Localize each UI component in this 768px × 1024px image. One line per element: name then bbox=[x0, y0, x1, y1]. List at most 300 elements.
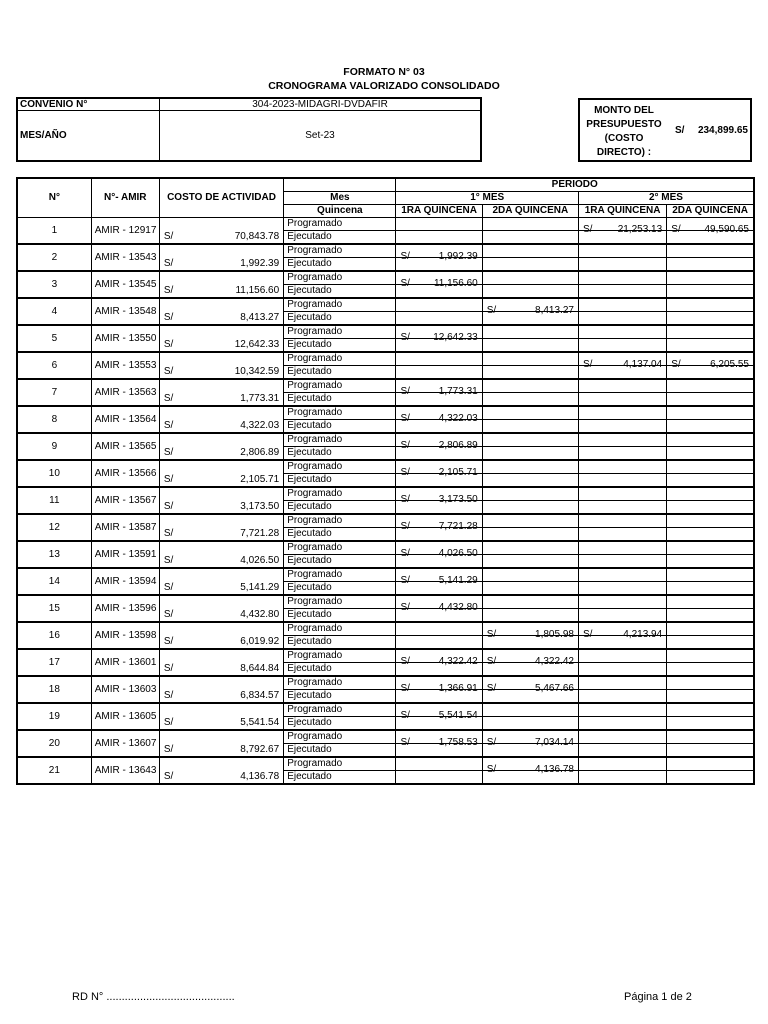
header-quincena: Quincena bbox=[284, 205, 396, 218]
programado-cell-empty bbox=[578, 271, 666, 285]
programado-value: 11,156.60 bbox=[433, 278, 478, 289]
programado-cell-empty bbox=[667, 325, 754, 339]
programado-cell-empty bbox=[578, 406, 666, 420]
programado-cell-empty bbox=[578, 703, 666, 717]
row-costo bbox=[159, 676, 283, 703]
ejecutado-cell bbox=[667, 717, 754, 731]
row-costo-currency: S/ bbox=[163, 284, 174, 296]
programado-value: 4,136.78 bbox=[535, 764, 574, 775]
programado-cell-empty bbox=[396, 757, 482, 771]
programado-cell-empty bbox=[667, 649, 754, 663]
ejecutado-cell bbox=[667, 447, 754, 461]
programado-value: 7,034.14 bbox=[535, 737, 574, 748]
header-m1-q2: 2DA QUINCENA bbox=[482, 205, 578, 218]
programado-value: 2,105.71 bbox=[438, 467, 478, 478]
table-row bbox=[17, 352, 754, 366]
table-row bbox=[17, 325, 754, 339]
row-number: 15 bbox=[17, 595, 91, 622]
row-costo bbox=[159, 406, 283, 433]
row-number: 4 bbox=[17, 298, 91, 325]
row-costo-value: 4,432.80 bbox=[240, 608, 280, 620]
row-amir: AMIR - 13594 bbox=[91, 568, 159, 595]
programado-currency: S/ bbox=[486, 629, 497, 640]
programado-cell-empty bbox=[667, 595, 754, 609]
row-costo bbox=[159, 218, 283, 245]
programado-currency: S/ bbox=[400, 278, 410, 289]
programado-cell-empty bbox=[578, 244, 666, 258]
programado-cell-empty bbox=[667, 271, 754, 285]
table-row bbox=[17, 676, 754, 690]
programado-cell-empty bbox=[482, 271, 578, 285]
programado-cell-empty bbox=[667, 703, 754, 717]
row-costo bbox=[159, 514, 283, 541]
programado-value: 4,322.03 bbox=[438, 413, 478, 424]
table-row bbox=[17, 730, 754, 744]
row-number: 5 bbox=[17, 325, 91, 352]
programado-cell bbox=[482, 298, 578, 316]
programado-currency: S/ bbox=[400, 575, 410, 586]
row-costo-value: 4,136.78 bbox=[240, 770, 280, 782]
row-label-ejecutado: Ejecutado bbox=[284, 420, 396, 434]
row-costo bbox=[159, 622, 283, 649]
monto-amount: 234,899.65 bbox=[697, 125, 748, 136]
row-costo-currency: S/ bbox=[163, 392, 174, 404]
ejecutado-cell bbox=[578, 555, 666, 569]
programado-currency: S/ bbox=[400, 521, 410, 532]
programado-cell-empty bbox=[578, 730, 666, 744]
programado-value: 4,213.94 bbox=[623, 629, 663, 640]
programado-currency: S/ bbox=[400, 710, 410, 721]
programado-cell-empty bbox=[667, 460, 754, 474]
programado-cell-empty bbox=[482, 325, 578, 339]
ejecutado-cell bbox=[667, 420, 754, 434]
row-costo-value: 8,644.84 bbox=[240, 662, 280, 674]
ejecutado-cell bbox=[667, 744, 754, 758]
mes-value: Set-23 bbox=[160, 111, 482, 161]
ejecutado-cell bbox=[578, 474, 666, 488]
row-amir: AMIR - 13548 bbox=[91, 298, 159, 325]
row-label-ejecutado: Ejecutado bbox=[284, 663, 396, 677]
row-number: 3 bbox=[17, 271, 91, 298]
programado-cell-empty bbox=[667, 676, 754, 690]
programado-value: 5,467.66 bbox=[535, 683, 574, 694]
table-row bbox=[17, 433, 754, 447]
programado-cell bbox=[482, 622, 578, 640]
row-amir: AMIR - 12917 bbox=[91, 218, 159, 245]
row-costo-currency: S/ bbox=[163, 500, 174, 512]
monto-currency: S/ bbox=[675, 125, 685, 136]
programado-value: 5,141.29 bbox=[438, 575, 478, 586]
programado-cell bbox=[396, 730, 482, 748]
ejecutado-cell bbox=[482, 285, 578, 299]
ejecutado-cell bbox=[482, 366, 578, 380]
programado-cell-empty bbox=[482, 352, 578, 366]
programado-currency: S/ bbox=[671, 224, 681, 235]
row-label-programado: Programado bbox=[284, 487, 396, 501]
ejecutado-cell bbox=[482, 447, 578, 461]
row-costo-value: 1,773.31 bbox=[240, 392, 280, 404]
row-costo-value: 2,105.71 bbox=[240, 473, 280, 485]
row-label-ejecutado: Ejecutado bbox=[284, 312, 396, 326]
header-n: N° bbox=[17, 178, 91, 218]
row-number: 18 bbox=[17, 676, 91, 703]
programado-cell bbox=[578, 622, 666, 640]
programado-value: 1,366.91 bbox=[438, 683, 478, 694]
row-costo-currency: S/ bbox=[163, 554, 174, 566]
table-row bbox=[17, 595, 754, 609]
programado-value: 1,805.98 bbox=[535, 629, 574, 640]
programado-cell bbox=[578, 352, 666, 370]
row-costo bbox=[159, 352, 283, 379]
ejecutado-cell bbox=[396, 312, 482, 326]
row-number: 9 bbox=[17, 433, 91, 460]
programado-cell-empty bbox=[578, 568, 666, 582]
row-costo-value: 7,721.28 bbox=[240, 527, 280, 539]
programado-currency: S/ bbox=[400, 737, 410, 748]
programado-cell bbox=[396, 460, 482, 478]
programado-cell bbox=[396, 514, 482, 532]
programado-currency: S/ bbox=[486, 764, 497, 775]
programado-cell bbox=[578, 218, 666, 235]
header-periodo: PERIODO bbox=[396, 178, 754, 192]
row-costo bbox=[159, 649, 283, 676]
ejecutado-cell bbox=[482, 474, 578, 488]
monto-box bbox=[578, 98, 752, 162]
ejecutado-cell bbox=[578, 744, 666, 758]
programado-currency: S/ bbox=[400, 602, 410, 613]
row-label-ejecutado: Ejecutado bbox=[284, 339, 396, 353]
programado-cell-empty bbox=[396, 622, 482, 636]
row-label-ejecutado: Ejecutado bbox=[284, 366, 396, 380]
row-label-ejecutado: Ejecutado bbox=[284, 690, 396, 704]
row-label-ejecutado: Ejecutado bbox=[284, 231, 396, 245]
row-costo-value: 8,792.67 bbox=[240, 743, 280, 755]
table-row bbox=[17, 514, 754, 528]
ejecutado-cell bbox=[396, 771, 482, 785]
programado-value: 4,322.42 bbox=[535, 656, 574, 667]
row-amir: AMIR - 13566 bbox=[91, 460, 159, 487]
cronograma-table bbox=[16, 177, 755, 785]
row-costo-value: 12,642.33 bbox=[234, 338, 280, 350]
programado-cell-empty bbox=[667, 514, 754, 528]
row-label-programado: Programado bbox=[284, 568, 396, 582]
programado-cell-empty bbox=[667, 244, 754, 258]
row-costo bbox=[159, 460, 283, 487]
ejecutado-cell bbox=[396, 636, 482, 650]
header-costo: COSTO DE ACTIVIDAD bbox=[159, 178, 283, 218]
row-number: 14 bbox=[17, 568, 91, 595]
row-costo bbox=[159, 271, 283, 298]
row-label-ejecutado: Ejecutado bbox=[284, 528, 396, 542]
row-number: 8 bbox=[17, 406, 91, 433]
row-label-programado: Programado bbox=[284, 244, 396, 258]
row-costo bbox=[159, 433, 283, 460]
row-number: 19 bbox=[17, 703, 91, 730]
ejecutado-cell bbox=[482, 258, 578, 272]
ejecutado-cell bbox=[667, 582, 754, 596]
row-number: 20 bbox=[17, 730, 91, 757]
footer-rd: RD N° .......................................... bbox=[72, 991, 235, 1003]
ejecutado-cell bbox=[578, 582, 666, 596]
programado-cell bbox=[396, 703, 482, 721]
ejecutado-cell bbox=[578, 258, 666, 272]
programado-value: 1,758.53 bbox=[438, 737, 478, 748]
row-label-programado: Programado bbox=[284, 622, 396, 636]
row-costo bbox=[159, 298, 283, 325]
table-row bbox=[17, 379, 754, 393]
programado-cell bbox=[667, 218, 754, 235]
programado-cell bbox=[482, 676, 578, 694]
row-label-programado: Programado bbox=[284, 379, 396, 393]
header-mes2: 2° MES bbox=[578, 192, 754, 205]
row-costo-currency: S/ bbox=[163, 770, 174, 782]
monto-label: MONTO DEL PRESUPUESTO (COSTO DIRECTO) : bbox=[586, 105, 662, 158]
programado-cell-empty bbox=[482, 568, 578, 582]
programado-cell-empty bbox=[667, 757, 754, 771]
row-costo-currency: S/ bbox=[163, 230, 174, 242]
row-costo-currency: S/ bbox=[163, 662, 174, 674]
programado-currency: S/ bbox=[400, 467, 410, 478]
ejecutado-cell bbox=[578, 771, 666, 785]
ejecutado-cell bbox=[667, 636, 754, 650]
row-amir: AMIR - 13565 bbox=[91, 433, 159, 460]
row-number: 12 bbox=[17, 514, 91, 541]
ejecutado-cell bbox=[578, 447, 666, 461]
programado-cell-empty bbox=[482, 244, 578, 258]
programado-cell bbox=[667, 352, 754, 370]
programado-cell-empty bbox=[667, 730, 754, 744]
programado-currency: S/ bbox=[400, 494, 410, 505]
programado-cell-empty bbox=[482, 703, 578, 717]
programado-currency: S/ bbox=[486, 656, 497, 667]
programado-cell-empty bbox=[482, 379, 578, 393]
row-costo-value: 1,992.39 bbox=[240, 257, 280, 269]
programado-cell bbox=[396, 433, 482, 451]
programado-cell-empty bbox=[578, 379, 666, 393]
programado-cell-empty bbox=[578, 514, 666, 528]
row-label-programado: Programado bbox=[284, 460, 396, 474]
row-costo-currency: S/ bbox=[163, 446, 174, 458]
ejecutado-cell bbox=[667, 339, 754, 353]
programado-currency: S/ bbox=[400, 386, 410, 397]
programado-currency: S/ bbox=[582, 359, 593, 370]
programado-cell-empty bbox=[482, 595, 578, 609]
ejecutado-cell bbox=[482, 528, 578, 542]
ejecutado-cell bbox=[482, 231, 578, 245]
ejecutado-cell bbox=[578, 393, 666, 407]
row-label-ejecutado: Ejecutado bbox=[284, 717, 396, 731]
row-costo-value: 4,026.50 bbox=[240, 554, 280, 566]
ejecutado-cell bbox=[482, 582, 578, 596]
ejecutado-cell bbox=[578, 285, 666, 299]
programado-cell bbox=[482, 757, 578, 775]
table-row bbox=[17, 757, 754, 771]
row-amir: AMIR - 13563 bbox=[91, 379, 159, 406]
row-costo bbox=[159, 730, 283, 757]
programado-cell-empty bbox=[396, 218, 482, 231]
row-number: 2 bbox=[17, 244, 91, 271]
programado-cell bbox=[396, 271, 482, 289]
row-amir: AMIR - 13607 bbox=[91, 730, 159, 757]
programado-cell-empty bbox=[667, 379, 754, 393]
row-amir: AMIR - 13543 bbox=[91, 244, 159, 271]
programado-cell bbox=[396, 325, 482, 343]
programado-cell-empty bbox=[482, 218, 578, 231]
row-label-ejecutado: Ejecutado bbox=[284, 609, 396, 623]
row-costo bbox=[159, 379, 283, 406]
row-amir: AMIR - 13567 bbox=[91, 487, 159, 514]
programado-cell bbox=[396, 487, 482, 505]
row-costo-currency: S/ bbox=[163, 311, 174, 323]
row-costo-value: 70,843.78 bbox=[234, 230, 280, 242]
programado-value: 4,137.04 bbox=[623, 359, 663, 370]
row-costo-currency: S/ bbox=[163, 581, 174, 593]
row-costo-currency: S/ bbox=[163, 338, 174, 350]
row-amir: AMIR - 13643 bbox=[91, 757, 159, 784]
programado-cell bbox=[396, 676, 482, 694]
table-row bbox=[17, 649, 754, 663]
row-amir: AMIR - 13603 bbox=[91, 676, 159, 703]
row-costo-value: 2,806.89 bbox=[240, 446, 280, 458]
row-costo bbox=[159, 487, 283, 514]
programado-cell-empty bbox=[482, 433, 578, 447]
header-mes1: 1° MES bbox=[396, 192, 578, 205]
ejecutado-cell bbox=[667, 258, 754, 272]
ejecutado-cell bbox=[396, 366, 482, 380]
table-row bbox=[17, 406, 754, 420]
table-row bbox=[17, 271, 754, 285]
row-costo-value: 4,322.03 bbox=[240, 419, 280, 431]
programado-cell-empty bbox=[578, 595, 666, 609]
ejecutado-cell bbox=[482, 393, 578, 407]
row-number: 21 bbox=[17, 757, 91, 784]
programado-cell-empty bbox=[578, 325, 666, 339]
programado-cell-empty bbox=[667, 541, 754, 555]
programado-cell bbox=[396, 379, 482, 397]
row-costo-currency: S/ bbox=[163, 365, 174, 377]
programado-cell-empty bbox=[667, 433, 754, 447]
programado-cell-empty bbox=[667, 568, 754, 582]
programado-currency: S/ bbox=[400, 332, 410, 343]
row-costo-currency: S/ bbox=[163, 473, 174, 485]
programado-currency: S/ bbox=[486, 305, 497, 316]
row-label-programado: Programado bbox=[284, 325, 396, 339]
table-row bbox=[17, 622, 754, 636]
programado-cell bbox=[396, 568, 482, 586]
row-costo-currency: S/ bbox=[163, 689, 174, 701]
programado-value: 4,432.80 bbox=[438, 602, 478, 613]
row-number: 6 bbox=[17, 352, 91, 379]
ejecutado-cell bbox=[667, 474, 754, 488]
ejecutado-cell bbox=[667, 312, 754, 326]
row-amir: AMIR - 13553 bbox=[91, 352, 159, 379]
row-label-programado: Programado bbox=[284, 433, 396, 447]
row-label-ejecutado: Ejecutado bbox=[284, 771, 396, 785]
row-label-programado: Programado bbox=[284, 514, 396, 528]
row-costo-value: 3,173.50 bbox=[240, 500, 280, 512]
programado-value: 12,642.33 bbox=[433, 332, 478, 343]
programado-cell-empty bbox=[482, 514, 578, 528]
programado-value: 3,173.50 bbox=[438, 494, 478, 505]
row-label-programado: Programado bbox=[284, 676, 396, 690]
programado-cell bbox=[482, 730, 578, 748]
ejecutado-cell bbox=[482, 555, 578, 569]
mes-label: MES/AÑO bbox=[17, 111, 160, 161]
programado-value: 8,413.27 bbox=[535, 305, 574, 316]
programado-value: 4,026.50 bbox=[438, 548, 478, 559]
programado-value: 49,590.65 bbox=[704, 224, 749, 235]
programado-currency: S/ bbox=[582, 224, 593, 235]
programado-cell-empty bbox=[667, 622, 754, 636]
programado-currency: S/ bbox=[400, 440, 410, 451]
row-number: 1 bbox=[17, 218, 91, 245]
ejecutado-cell bbox=[667, 663, 754, 677]
ejecutado-cell bbox=[578, 420, 666, 434]
row-label-programado: Programado bbox=[284, 218, 396, 231]
row-label-ejecutado: Ejecutado bbox=[284, 744, 396, 758]
ejecutado-cell bbox=[482, 420, 578, 434]
programado-value: 5,541.54 bbox=[438, 710, 478, 721]
header-m2-q2: 2DA QUINCENA bbox=[667, 205, 754, 218]
row-label-programado: Programado bbox=[284, 649, 396, 663]
programado-cell-empty bbox=[578, 298, 666, 312]
programado-cell-empty bbox=[578, 460, 666, 474]
row-costo-value: 5,541.54 bbox=[240, 716, 280, 728]
row-amir: AMIR - 13545 bbox=[91, 271, 159, 298]
programado-value: 21,253.13 bbox=[617, 224, 663, 235]
programado-cell-empty bbox=[667, 298, 754, 312]
ejecutado-cell bbox=[578, 312, 666, 326]
programado-cell-empty bbox=[482, 541, 578, 555]
row-costo bbox=[159, 541, 283, 568]
row-label-ejecutado: Ejecutado bbox=[284, 393, 396, 407]
row-label-ejecutado: Ejecutado bbox=[284, 582, 396, 596]
header-m1-q1: 1RA QUINCENA bbox=[396, 205, 482, 218]
programado-value: 2,806.89 bbox=[438, 440, 478, 451]
programado-cell-empty bbox=[667, 487, 754, 501]
programado-cell-empty bbox=[578, 487, 666, 501]
row-number: 17 bbox=[17, 649, 91, 676]
row-costo bbox=[159, 244, 283, 271]
ejecutado-cell bbox=[578, 528, 666, 542]
programado-cell bbox=[396, 595, 482, 613]
row-label-ejecutado: Ejecutado bbox=[284, 447, 396, 461]
row-costo-value: 5,141.29 bbox=[240, 581, 280, 593]
table-row bbox=[17, 568, 754, 582]
row-costo-currency: S/ bbox=[163, 527, 174, 539]
ejecutado-cell bbox=[578, 609, 666, 623]
header-mes: Mes bbox=[284, 192, 396, 205]
row-label-programado: Programado bbox=[284, 730, 396, 744]
row-amir: AMIR - 13550 bbox=[91, 325, 159, 352]
ejecutado-cell bbox=[482, 339, 578, 353]
row-costo-value: 8,413.27 bbox=[240, 311, 280, 323]
programado-cell bbox=[396, 244, 482, 262]
row-number: 10 bbox=[17, 460, 91, 487]
row-costo-currency: S/ bbox=[163, 608, 174, 620]
ejecutado-cell bbox=[667, 771, 754, 785]
programado-cell-empty bbox=[482, 487, 578, 501]
row-label-ejecutado: Ejecutado bbox=[284, 285, 396, 299]
row-label-programado: Programado bbox=[284, 595, 396, 609]
ejecutado-cell bbox=[667, 690, 754, 704]
row-label-ejecutado: Ejecutado bbox=[284, 474, 396, 488]
programado-value: 1,992.39 bbox=[438, 251, 478, 262]
row-costo-value: 6,019.92 bbox=[240, 635, 280, 647]
table-row bbox=[17, 244, 754, 258]
programado-cell-empty bbox=[578, 433, 666, 447]
row-label-programado: Programado bbox=[284, 271, 396, 285]
